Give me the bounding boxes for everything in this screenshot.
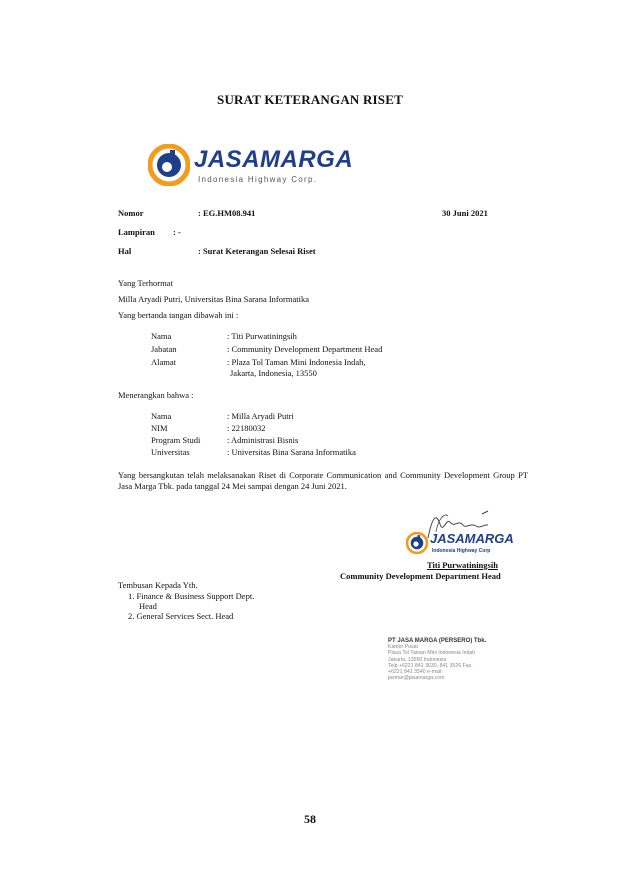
- hal-label: Hal: [118, 246, 132, 256]
- footer-line: Plaza Tol Taman Mini Indonesia Indah: [388, 650, 476, 657]
- jasamarga-emblem-icon: [148, 144, 190, 186]
- logo-tagline: Indonesia Highway Corp.: [198, 175, 318, 184]
- page-title: SURAT KETERANGAN RISET: [217, 92, 403, 107]
- company-address: [388, 638, 538, 681]
- subject-value: : 22180032: [227, 423, 266, 433]
- jasamarga-logo: [148, 144, 354, 190]
- cc-item: Head: [139, 601, 157, 611]
- declare-intro: Menerangkan bahwa :: [118, 390, 194, 400]
- footer-company: PT JASA MARGA (PERSERO) Tbk.: [388, 638, 487, 644]
- subject-key: Nama: [151, 411, 172, 421]
- logo-brand: JASAMARGA: [194, 146, 354, 173]
- subject-value: : Milla Aryadi Putri: [227, 411, 294, 421]
- cc-item: 1. Finance & Business Support Dept.: [128, 591, 255, 601]
- signer-value: : Plaza Tol Taman Mini Indonesia Indah,: [227, 357, 366, 367]
- signature-stamp: [406, 527, 516, 559]
- lampiran-label: Lampiran: [118, 227, 155, 237]
- footer-line: +6221 841 3540 e-mail:: [388, 669, 443, 676]
- hal-value: : Surat Keterangan Selesai Riset: [198, 246, 316, 256]
- nomor-value: : EG.HM08.941: [198, 208, 256, 218]
- signer-position: Community Development Department Head: [340, 571, 501, 581]
- subject-key: Program Studi: [151, 435, 201, 445]
- statement-paragraph: Yang bersangkutan telah melaksanakan Riset di Corporate Communication and Community Development Group PT Jasa Marga Tbk. pada tanggal 24 Mei sampai dengan 24 Juni 2021.: [118, 470, 528, 491]
- stamp-brand: JASAMARGA: [430, 531, 514, 546]
- subject-value: : Universitas Bina Sarana Informatika: [227, 447, 356, 457]
- subject-details: [151, 411, 531, 459]
- page-number: 58: [304, 812, 316, 826]
- signer-value: : Titi Purwatiningsih: [227, 331, 297, 341]
- cc-heading: Tembusan Kepada Yth.: [118, 580, 198, 590]
- lampiran-value: : -: [173, 227, 181, 237]
- subject-value: : Administrasi Bisnis: [227, 435, 299, 445]
- signer-value: Jakarta, Indonesia, 13550: [230, 368, 317, 378]
- signer-value: : Community Development Department Head: [227, 344, 383, 354]
- signer-key: Nama: [151, 331, 172, 341]
- signer-details: [151, 331, 531, 379]
- footer-line: jasmar@jasamarga.com: [388, 675, 445, 682]
- signer-key: Jabatan: [151, 344, 177, 354]
- letter-date: 30 Juni 2021: [442, 208, 488, 218]
- subject-key: Universitas: [151, 447, 190, 457]
- stamp-tagline: Indonesia Highway Corp: [432, 548, 491, 554]
- subject-key: NIM: [151, 423, 168, 433]
- signer-name: Titi Purwatiningsih: [427, 560, 498, 570]
- footer-line: Jakarta, 13550 Indonesia: [388, 656, 447, 663]
- footer-line: Telp +6221 841 3630, 841 3526 Fax.: [388, 662, 473, 669]
- jasamarga-emblem-icon: [406, 532, 428, 554]
- cc-item: 2. General Services Sect. Head: [128, 611, 234, 621]
- recipient: Milla Aryadi Putri, Universitas Bina Sarana Informatika: [118, 294, 309, 304]
- signer-intro: Yang bertanda tangan dibawah ini :: [118, 310, 239, 320]
- nomor-label: Nomor: [118, 208, 144, 218]
- footer-line: Kantor Pusat: [388, 644, 418, 651]
- salutation: Yang Terhormat: [118, 278, 173, 288]
- signer-key: Alamat: [151, 357, 177, 367]
